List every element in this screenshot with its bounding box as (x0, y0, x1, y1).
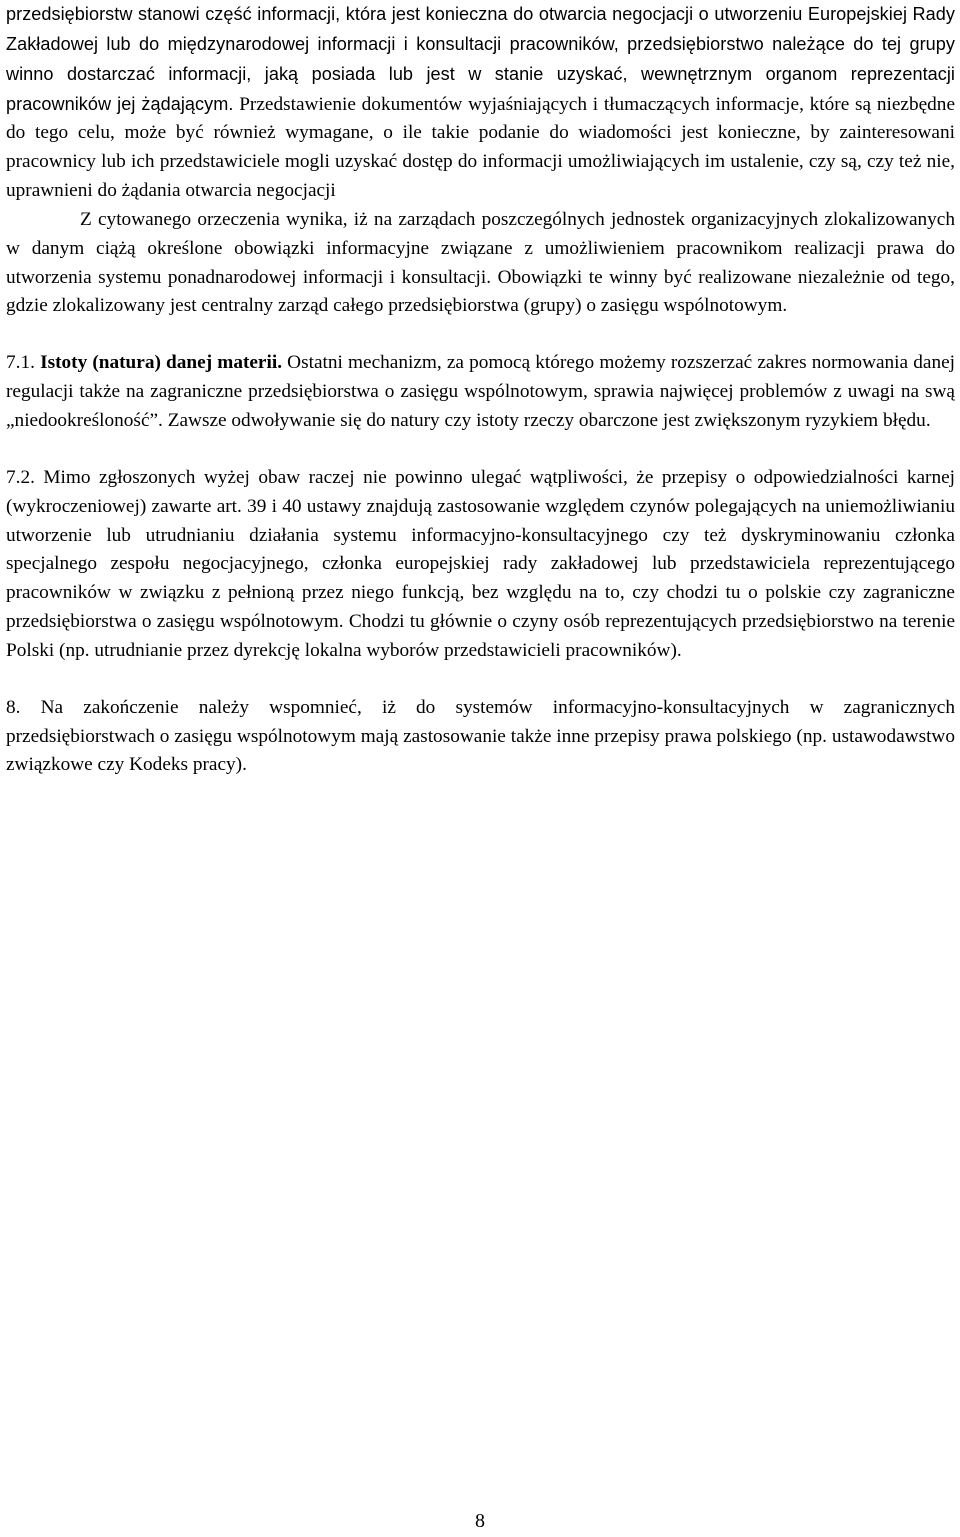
document-page (6, 0, 955, 780)
paragraph-sans-text: przedsiębiorstw stanowi część informacji, która jest konieczna do otwarcia negocjacji o utworzeniu Europejskiej Rady Zakładowej lub do międzynarodowej informacji i konsultacji pracowników, przedsiębiorstwo należące do tej grupy winno dostarczać informacji, jaką posiada lub jest w stanie uzyskać, wewnętrznym organom reprezentacji pracowników jej żądającym. (6, 4, 955, 114)
section-text: Ostatni mechanizm, za pomocą którego możemy rozszerzać zakres normowania danej regulacji także na zagraniczne przedsiębiorstwa o zasięgu wspólnotowym, sprawia najwięcej problemów z uwagi na swą „niedookreśloność”. Zawsze odwoływanie się do natury czy istoty rzeczy obarczone jest zwiększonym ryzykiem błędu. (6, 352, 955, 431)
paragraph-erz-information (6, 0, 955, 206)
page-number: 8 (475, 1510, 485, 1532)
paragraph-section-7-2: 7.2. Mimo zgłoszonych wyżej obaw raczej nie powinno ulegać wątpliwości, że przepisy o odpowiedzialności karnej (wykroczeniowej) zawarte art. 39 i 40 ustawy znajdują zastosowanie względem czynów polegających na uniemożliwianiu utworzenie lub utrudnianiu działania systemu informacyjno-konsultacyjnego czy też dyskryminowaniu członka specjalnego zespołu negocjacyjnego, członka europejskiej rady zakładowej lub przedstawiciela reprezentującego pracowników w związku z pełnioną przez niego funkcją, bez względu na to, czy chodzi tu o polskie czy zagraniczne przedsiębiorstwa o zasięgu wspólnotowym. Chodzi tu głównie o czyny osób reprezentujących przedsiębiorstwo na terenie Polski (np. utrudnianie przez dyrekcję lokalna wyborów przedstawicieli pracowników). (6, 466, 955, 661)
paragraph-section-8: 8. Na zakończenie należy wspomnieć, iż do systemów informacyjno-konsultacyjnych w zagranicznych przedsiębiorstwach o zasięgu wspólnotowym mają zastosowanie także inne przepisy prawa polskiego (np. ustawodawstwo związkowe czy Kodeks pracy). (6, 696, 955, 776)
paragraph-serif-text: Przedstawienie dokumentów wyjaśniających i tłumaczących informacje, które są niezbędne do tego celu, może być również wymagane, o ile takie podanie do wiadomości jest konieczne, by zainteresowani pracownicy lub ich przedstawiciele mogli uzyskać dostęp do informacji umożliwiających im ustalenie, czy są, czy też nie, uprawnieni do żądania otwarcia negocjacji (6, 93, 955, 202)
paragraph-section-7-1 (6, 349, 955, 436)
section-heading: Istoty (natura) danej materii. (40, 352, 283, 374)
paragraph-ruling-conclusion: Z cytowanego orzeczenia wynika, iż na zarządach poszczególnych jednostek organizacyjnych zlokalizowanych w danym ciążą określone obowiązki informacyjne związane z umożliwieniem pracownikom realizacji prawa do utworzenia systemu ponadnarodowej informacji i konsultacji. Obowiązki te winny być realizowane niezależnie od tego, gdzie zlokalizowany jest centralny zarząd całego przedsiębiorstwa (grupy) o zasięgu wspólnotowym. (6, 208, 955, 317)
section-number: 7.1. (6, 352, 41, 374)
